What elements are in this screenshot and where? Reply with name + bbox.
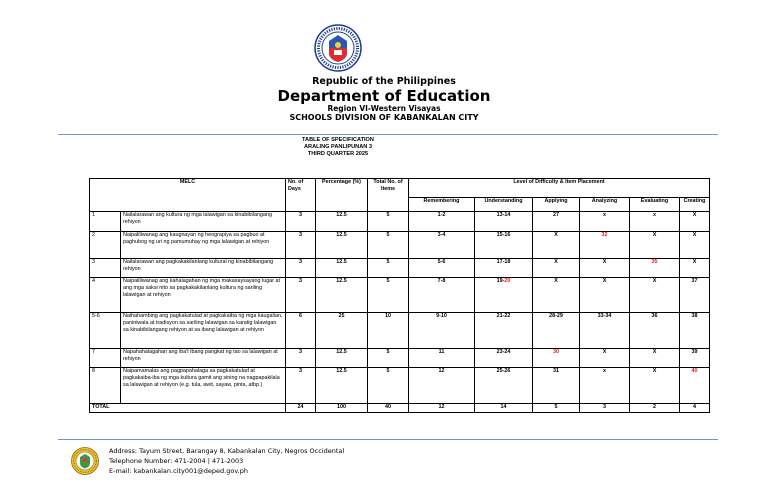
quarter-title: THIRD QUARTER 2025 [307,151,369,157]
days-cell: 3 [286,349,316,368]
table-row [90,259,710,278]
remembering-cell: 5-6 [409,259,475,278]
level-understanding: Understanding [475,198,533,212]
department-title: Department of Education [277,87,491,105]
melc-header: MELC [90,179,286,212]
remembering-cell: 11 [409,349,475,368]
understanding-cell: 25-26 [475,368,533,404]
understanding-cell [475,278,533,313]
evaluating-cell: X [630,368,680,404]
items-cell: 5 [368,259,409,278]
understanding-cell: 13-14 [475,212,533,232]
melc-text: Nailalarawan ang kultura ng mga lalawigan sa kinabibilangang rehiyon [121,212,286,232]
level-analyzing: Analyzing [580,198,630,212]
creating-cell: 37 [680,278,710,313]
table-row [90,313,710,349]
items-cell: 5 [368,278,409,313]
evaluating-cell: 35 [630,259,680,278]
table-row [90,212,710,232]
percentage-cell: 12.5 [316,259,368,278]
remembering-cell: 3-4 [409,232,475,259]
row-number: 8 [90,368,121,404]
melc-text: Naipamamalas ang pagpapahalaga sa pagkakatulad at pagkakaiba-iba ng mga kultura gamit ang sining na nagpapakilala sa lalawigan at rehiyon (e.g. tula, awit, sayaw, pinta, atbp.) [121,368,286,404]
understanding-cell: 17-18 [475,259,533,278]
days-cell: 3 [286,232,316,259]
items-header: Total No. of Items [368,179,409,212]
melc-text: Napahahalagahan ang iba't ibang pangkat ng tao sa lalawigan at rehiyon [121,349,286,368]
footer-address: Address: Tayum Street, Barangay 8, Kabankalan City, Negros Occidental [109,447,345,455]
melc-text: Naihahambing ang pagkakatulad at pagkakaiba ng mga kaugalian, paniniwala at tradisyon sa sariling lalawigan sa karatig lalawigan sa kinabibilangang rehiyon at sa ibang lalawigan at rehiyon [121,313,286,349]
days-cell: 3 [286,259,316,278]
footer-phone: Telephone Number: 471-2004 | 471-2003 [109,457,244,465]
creating-cell: X [680,259,710,278]
analyzing-cell: 33-34 [580,313,630,349]
understanding-cell: 23-24 [475,349,533,368]
percentage-cell: 12.5 [316,212,368,232]
level-header: Level of Difficulty & Item Placement [409,179,710,198]
understanding-value-highlight: 20 [504,278,511,284]
table-row [90,278,710,313]
days-cell: 6 [286,313,316,349]
evaluating-cell: X [630,232,680,259]
row-number: 3 [90,259,121,278]
days-header: No. of Days [286,179,316,212]
total-percentage: 100 [316,404,368,413]
total-row [90,404,710,413]
percentage-cell: 12.5 [316,368,368,404]
tos-title: TABLE OF SPECIFICATION [302,137,374,143]
total-label: TOTAL [90,404,286,413]
melc-text: Naipaliliwanag ang kahalagahan ng mga makasaysayang lugar at ang mga saksi nito sa pagkakakilanlang kultura ng sariling lalawigan at rehiyon [121,278,286,313]
total-remembering: 12 [409,404,475,413]
row-number: 5-6 [90,313,121,349]
analyzing-cell: X [580,259,630,278]
percentage-header: Percentage (%) [316,179,368,212]
total-applying: 5 [533,404,580,413]
applying-cell: X [533,232,580,259]
percentage-cell: 12.5 [316,232,368,259]
creating-cell: X [680,212,710,232]
division-title: SCHOOLS DIVISION OF KABANKALAN CITY [289,113,479,122]
analyzing-cell: x [580,368,630,404]
deped-seal-icon [314,24,362,72]
footer-divider [58,439,718,440]
evaluating-cell: X [630,349,680,368]
row-number: 7 [90,349,121,368]
applying-cell: 31 [533,368,580,404]
remembering-cell: 9-10 [409,313,475,349]
row-number: 1 [90,212,121,232]
table-row [90,349,710,368]
applying-cell: 27 [533,212,580,232]
row-number: 4 [90,278,121,313]
items-cell: 5 [368,232,409,259]
total-days: 24 [286,404,316,413]
specification-table [89,178,710,413]
total-analyzing: 3 [580,404,630,413]
footer-email: E-mail: kabankalan.city001@deped.gov.ph [109,467,248,475]
items-cell: 10 [368,313,409,349]
evaluating-cell: x [630,212,680,232]
evaluating-cell: X [630,278,680,313]
creating-cell: 40 [680,368,710,404]
applying-cell: 30 [533,349,580,368]
region-title: Region VI-Western Visayas [327,104,441,113]
understanding-value: 19- [496,278,505,284]
items-cell: 5 [368,368,409,404]
items-cell: 5 [368,212,409,232]
days-cell: 3 [286,278,316,313]
applying-cell: 28-29 [533,313,580,349]
level-evaluating: Evaluating [630,198,680,212]
percentage-cell: 12.5 [316,349,368,368]
remembering-cell: 1-2 [409,212,475,232]
total-evaluating: 2 [630,404,680,413]
creating-cell: 38 [680,313,710,349]
subject-title: ARALING PANLIPUNAN 3 [304,144,372,150]
division-seal-icon [71,447,99,475]
days-cell: 3 [286,368,316,404]
creating-cell: X [680,232,710,259]
understanding-cell: 21-22 [475,313,533,349]
header-divider [58,134,718,135]
items-cell: 5 [368,349,409,368]
total-creating: 4 [680,404,710,413]
percentage-cell: 12.5 [316,278,368,313]
days-cell: 3 [286,212,316,232]
percentage-cell: 25 [316,313,368,349]
table-row [90,368,710,404]
table-header-row [90,179,710,198]
analyzing-cell: x [580,212,630,232]
table-row [90,232,710,259]
remembering-cell: 7-8 [409,278,475,313]
level-applying: Applying [533,198,580,212]
analyzing-cell: X [580,278,630,313]
total-understanding: 14 [475,404,533,413]
analyzing-cell: 32 [580,232,630,259]
evaluating-cell: 36 [630,313,680,349]
level-remembering: Remembering [409,198,475,212]
creating-cell: 39 [680,349,710,368]
total-items: 40 [368,404,409,413]
level-creating: Creating [680,198,710,212]
row-number: 2 [90,232,121,259]
understanding-cell: 15-16 [475,232,533,259]
republic-title: Republic of the Philippines [312,76,456,87]
applying-cell: X [533,259,580,278]
remembering-cell: 12 [409,368,475,404]
analyzing-cell: X [580,349,630,368]
melc-text: Nailalarawan ang pagkakakilanlang kultural ng kinabibilangang rehiyon [121,259,286,278]
applying-cell: X [533,278,580,313]
melc-text: Naipaliliwanag ang kaugnayan ng heograpiya sa pagbuo at paghubog ng uri ng pamumuhay ng mga lalawigan at rehiyon [121,232,286,259]
